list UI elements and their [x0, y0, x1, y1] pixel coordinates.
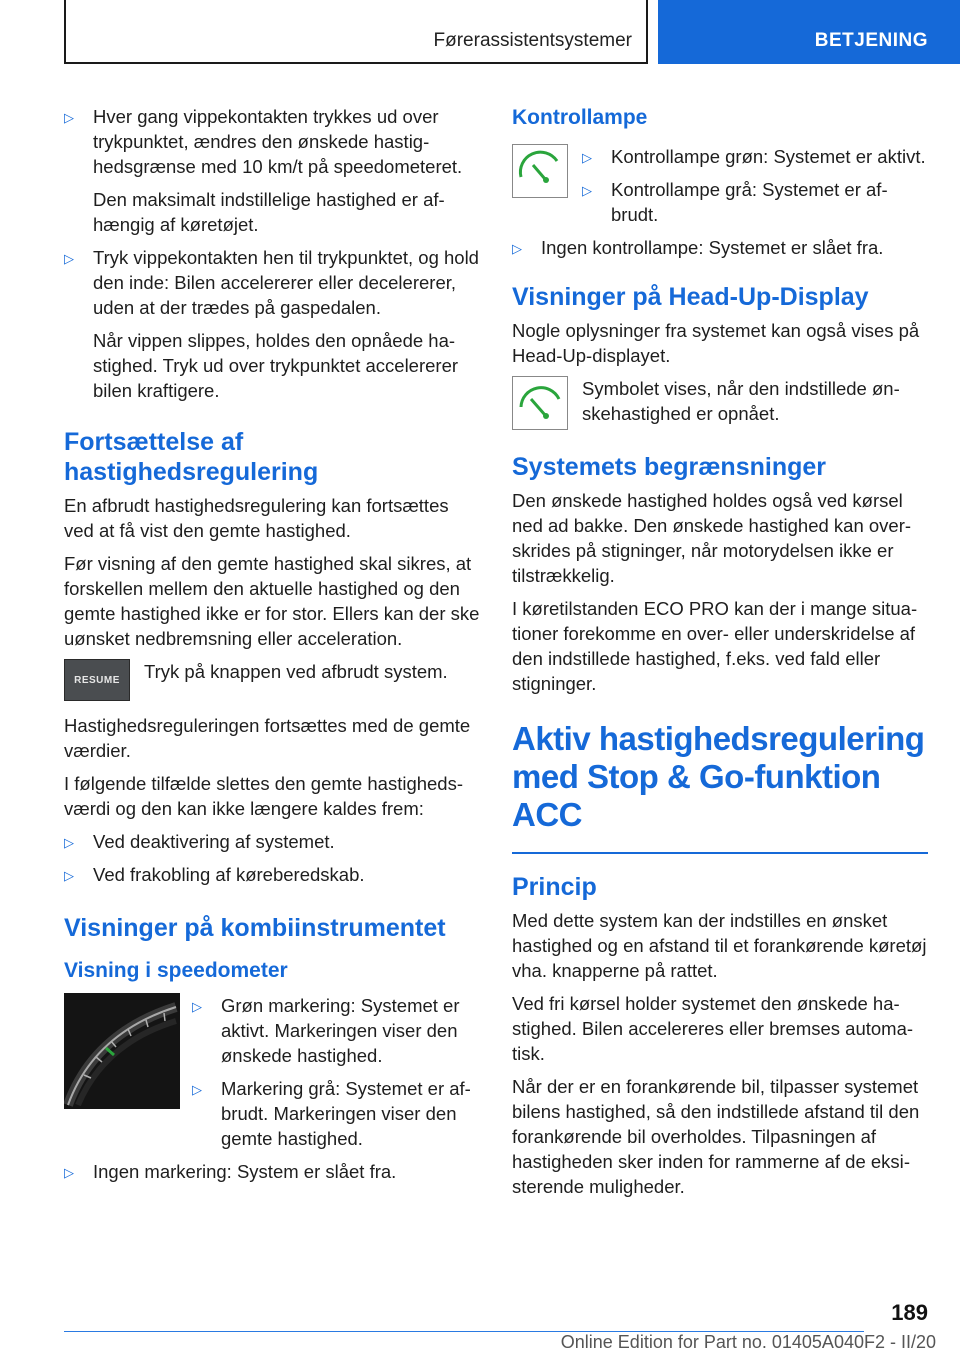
lamp-row	[512, 144, 928, 235]
resume-label: RESUME	[74, 674, 120, 686]
list-item	[64, 1159, 480, 1184]
paragraph: En afbrudt hastighedsregulering kan fortsættes ved at få vist den gemte hastighed.	[64, 495, 449, 541]
bullet-triangle-icon: ▷	[192, 1082, 202, 1097]
header-chapter-tab	[658, 0, 960, 64]
heading-princip: Princip	[512, 873, 597, 901]
list-item	[192, 1076, 480, 1151]
bullet-triangle-icon: ▷	[64, 1165, 74, 1180]
paragraph: Når der er en forankørende bil, tilpasser systemet bilens hastighed, så den indstillede afstand til den forankørende bil overholdes. Tilpasningen af hastigheden sker inden for rammerne af de eksisterende muligheder.	[512, 1076, 920, 1197]
bullet-text: Kontrollampe grå: Systemet er afbrudt.	[611, 179, 888, 225]
footer-edition: Online Edition for Part no. 01405A040F2 - II/20	[560, 1332, 936, 1352]
paragraph: Nogle oplysninger fra systemet kan også vises på Head-Up-displayet.	[512, 320, 920, 366]
bullet-text: Hver gang vippekontakten trykkes ud over trykpunktet, ændres den ønskede hastighedsgrænse med 10 km/t på speedometeret.	[93, 106, 463, 177]
section-title: Førerassistentsystemer	[433, 30, 632, 51]
list-item	[64, 104, 480, 179]
bullet-triangle-icon: ▷	[64, 110, 74, 125]
bullet-continuation: Når vippen slippes, holdes den opnåede hastighed. Tryk ud over trykpunktet accelererer bilen kraftigere.	[93, 330, 459, 401]
paragraph: Hastighedsreguleringen fortsættes med de gemte værdier.	[64, 715, 471, 761]
resume-text: Tryk på knappen ved afbrudt system.	[144, 661, 448, 682]
hud-symbol-icon	[512, 376, 568, 430]
speedometer-image	[64, 993, 180, 1109]
list-item	[64, 829, 480, 854]
bullet-text: Ingen markering: System er slået fra.	[93, 1161, 397, 1182]
left-column	[64, 104, 480, 1192]
speedometer-notes	[192, 993, 480, 1159]
speedometer-row	[64, 993, 480, 1159]
heading-fortsaettelse: Fortsættelse af hastighedsregulering	[64, 428, 319, 486]
bullet-triangle-icon: ▷	[192, 999, 202, 1014]
bullet-text: Ved deaktivering af systemet.	[93, 831, 335, 852]
paragraph: Før visning af den gemte hastighed skal sikres, at forskellen mellem den aktuelle hastighed og den gemte hastighed ikke er for stor. Ellers kan der ske uønsket nedbremsning eller acceleration.	[64, 553, 480, 649]
list-item	[64, 862, 480, 887]
page-number: 189	[891, 1300, 928, 1325]
heading-kombiinstrument: Visninger på kombiinstrumentet	[64, 914, 446, 942]
paragraph: Ved fri kørsel holder systemet den ønskede hastighed. Bilen accelereres eller bremses automatisk.	[512, 993, 914, 1064]
bullet-triangle-icon: ▷	[582, 150, 592, 165]
resume-row	[64, 659, 480, 701]
bullet-text: Ingen kontrollampe: Systemet er slået fra.	[541, 237, 884, 258]
right-column	[512, 104, 928, 1207]
paragraph: Den ønskede hastighed holdes også ved kørsel ned ad bakke. Den ønskede hastighed kan overskrides på stigninger, når motorydelsen ikke er tilstrækkelig.	[512, 490, 912, 586]
bullet-text: Tryk vippekontakten hen til trykpunktet, og hold den inde: Bilen accelererer eller decelererer, uden at der trædes på gaspedalen.	[93, 247, 479, 318]
hud-symbol-text: Symbolet vises, når den indstillede ønskehastighed er opnået.	[582, 378, 900, 424]
header-section-box	[64, 0, 648, 64]
bullet-text: Markering grå: Systemet er afbrudt. Markeringen viser den gemte hastighed.	[221, 1078, 471, 1149]
heading-hud: Visninger på Head-Up-Display	[512, 283, 869, 311]
resume-button-icon	[64, 659, 130, 701]
paragraph: I følgende tilfælde slettes den gemte hastighedsværdi og den kan ikke længere kaldes frem:	[64, 773, 464, 819]
heading-acc: Aktiv hastighedsregulering med Stop & Go-funktion ACC	[512, 720, 925, 833]
list-item	[64, 245, 480, 320]
heading-kontrollampe: Kontrollampe	[512, 106, 648, 129]
heading-speedometer: Visning i speedometer	[64, 959, 288, 982]
hud-row	[512, 376, 928, 430]
bullet-triangle-icon: ▷	[64, 835, 74, 850]
bullet-triangle-icon: ▷	[64, 251, 74, 266]
list-item	[512, 235, 928, 260]
paragraph: I køretilstanden ECO PRO kan der i mange situationer forekomme en over- eller underskridelse af den indstillede hastighed, f.eks. ved fald eller stigninger.	[512, 598, 918, 694]
chapter-title: BETJENING	[814, 30, 928, 51]
lamp-notes	[582, 144, 928, 235]
list-item	[582, 177, 928, 227]
bullet-triangle-icon: ▷	[64, 868, 74, 883]
paragraph: Med dette system kan der indstilles en ønsket hastighed og en afstand til et forankørende køretøj vha. knapperne på rattet.	[512, 910, 927, 981]
speedometer-arc-icon	[64, 993, 180, 1109]
heading-begraensninger: Systemets begrænsninger	[512, 453, 826, 481]
bullet-triangle-icon: ▷	[512, 241, 522, 256]
list-item	[582, 144, 928, 169]
cruise-control-lamp-icon	[512, 144, 568, 198]
bullet-text: Grøn markering: Systemet er aktivt. Markeringen viser den ønskede hastighed.	[221, 995, 460, 1066]
bullet-triangle-icon: ▷	[582, 183, 592, 198]
bullet-text: Ved frakobling af køreberedskab.	[93, 864, 365, 885]
list-item	[192, 993, 480, 1068]
bullet-continuation: Den maksimalt indstillelige hastighed er afhængig af køretøjet.	[93, 189, 445, 235]
bullet-text: Kontrollampe grøn: Systemet er aktivt.	[611, 146, 926, 167]
heading-divider	[512, 852, 928, 854]
